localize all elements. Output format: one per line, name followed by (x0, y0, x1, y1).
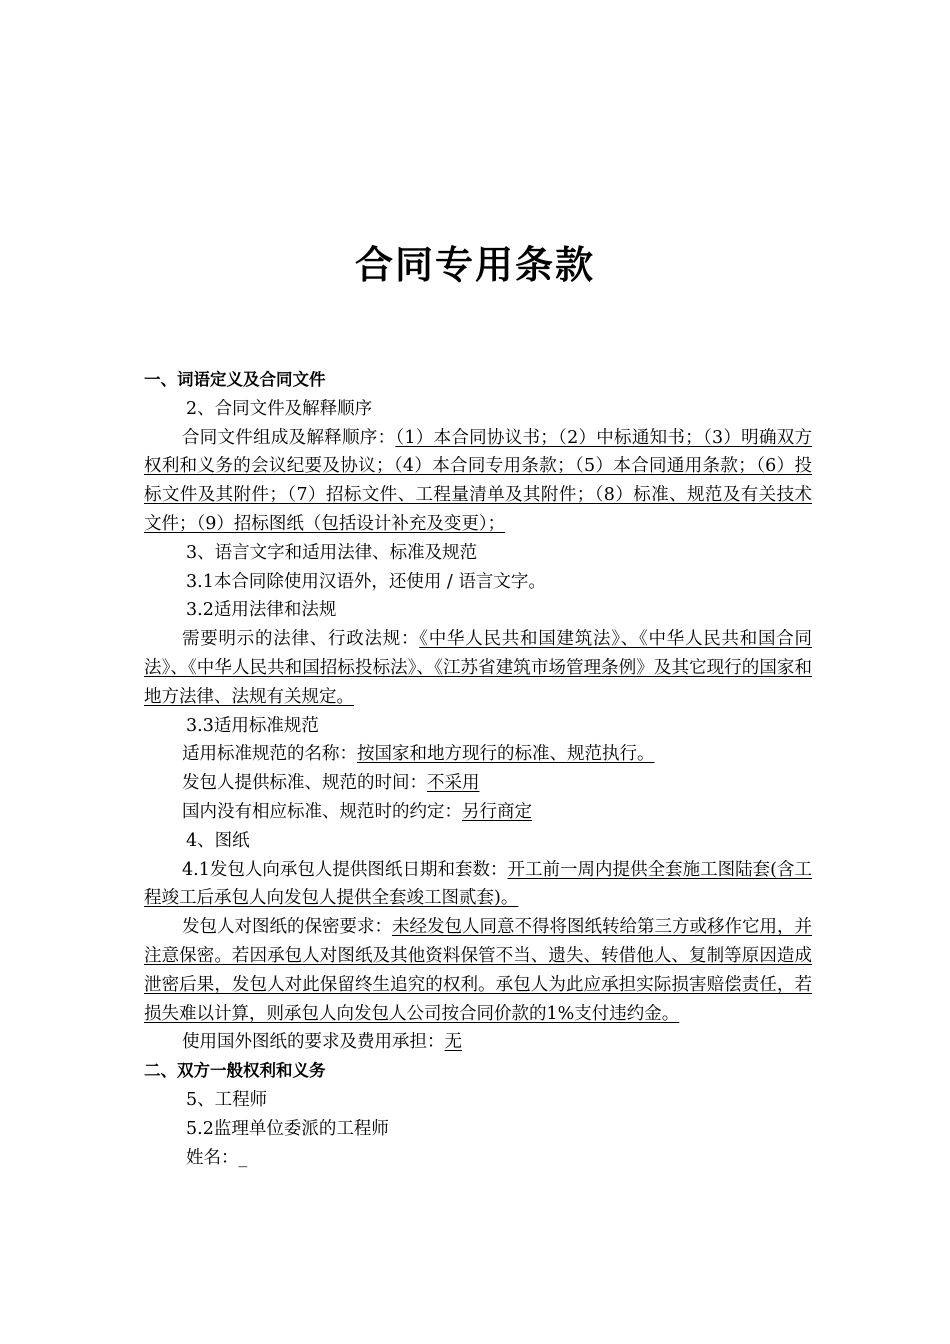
drawings-supply-label: 4.1发包人向承包人提供图纸日期和套数： (182, 859, 508, 880)
standard-time-label: 发包人提供标准、规范的时间： (182, 773, 427, 794)
standard-time-paragraph (144, 769, 812, 798)
laws-paragraph (144, 625, 812, 711)
item-3-1-value: / (446, 571, 453, 592)
standard-name-value: 按国家和地方现行的标准、规范执行。 (357, 744, 655, 765)
drawings-supply-value: 开工前一周内提供全套施工图陆套(含工程竣工后承包人向发包人提供全套竣工图贰套)。 (144, 859, 812, 909)
section-2-heading: 二、双方一般权利和义务 (144, 1061, 326, 1081)
drawings-secrecy-paragraph (144, 913, 812, 1028)
item-3-2-heading: 3.2适用法律和法规 (186, 600, 337, 621)
engineer-name-label: 姓名： (186, 1147, 239, 1168)
foreign-drawings-paragraph (144, 1028, 812, 1057)
drawings-secrecy-label: 发包人对图纸的保密要求： (182, 917, 392, 938)
item-4-heading: 4、图纸 (186, 830, 250, 851)
drawings-supply-paragraph (144, 856, 812, 914)
item-2-heading: 2、合同文件及解释顺序 (186, 398, 373, 419)
standard-time-value: 不采用 (427, 773, 480, 794)
item-3-heading: 3、语言文字和适用法律、标准及规范 (186, 542, 478, 563)
drawings-secrecy-value: 未经发包人同意不得将图纸转给第三方或移作它用，并注意保密。若因承包人对图纸及其他资料保管不当、遗失、转借他人、复制等原因造成泄密后果，发包人对此保留终生追究的权利。承包人为此应承担实际损害赔偿责任，若损失难以计算，则承包人向发包人公司按合同价款的1%支付违约金。 (144, 917, 812, 1024)
item-3-1-prefix: 3.1本合同除使用汉语外，还使用 (186, 571, 442, 592)
item-5-2-heading: 5.2监理单位委派的工程师 (186, 1118, 389, 1139)
standard-none-label: 国内没有相应标准、规范时的约定： (182, 801, 462, 822)
laws-value: 《中华人民共和国建筑法》、《中华人民共和国合同法》、《中华人民共和国招标投标法》、《江苏省建筑市场管理条例》及其它现行的国家和地方法律、法规有关规定。 (144, 629, 812, 707)
laws-label: 需要明示的法律、行政法规： (182, 629, 420, 650)
foreign-drawings-value: 无 (444, 1032, 462, 1053)
standard-none-paragraph (144, 798, 812, 827)
document-order-paragraph (144, 424, 812, 539)
document-order-value: （1）本合同协议书；（2）中标通知书；（3）明确双方权利和义务的会议纪要及协议；（4）本合同专用条款；（5）本合同通用条款；（6）投标文件及其附件；（7）招标文件、工程量清单及其附件；（8）标准、规范及有关技术文件；（9）招标图纸（包括设计补充及变更）； (144, 427, 812, 534)
standard-name-label: 适用标准规范的名称： (182, 744, 357, 765)
item-3-1-suffix: 语言文字。 (458, 571, 546, 592)
standard-name-paragraph (144, 740, 812, 769)
engineer-name-value: _ (238, 1147, 248, 1168)
section-1-heading: 一、词语定义及合同文件 (144, 370, 326, 389)
item-3-3-heading: 3.3适用标准规范 (186, 715, 319, 736)
item-3-1-paragraph (144, 568, 812, 597)
document-body (144, 366, 812, 1172)
standard-none-value: 另行商定 (462, 801, 532, 822)
item-5-heading: 5、工程师 (186, 1089, 268, 1110)
document-order-label: 合同文件组成及解释顺序： (182, 427, 396, 448)
document-title: 合同专用条款 (354, 243, 595, 287)
foreign-drawings-label: 使用国外图纸的要求及费用承担： (182, 1032, 445, 1053)
engineer-name-paragraph (144, 1144, 812, 1173)
